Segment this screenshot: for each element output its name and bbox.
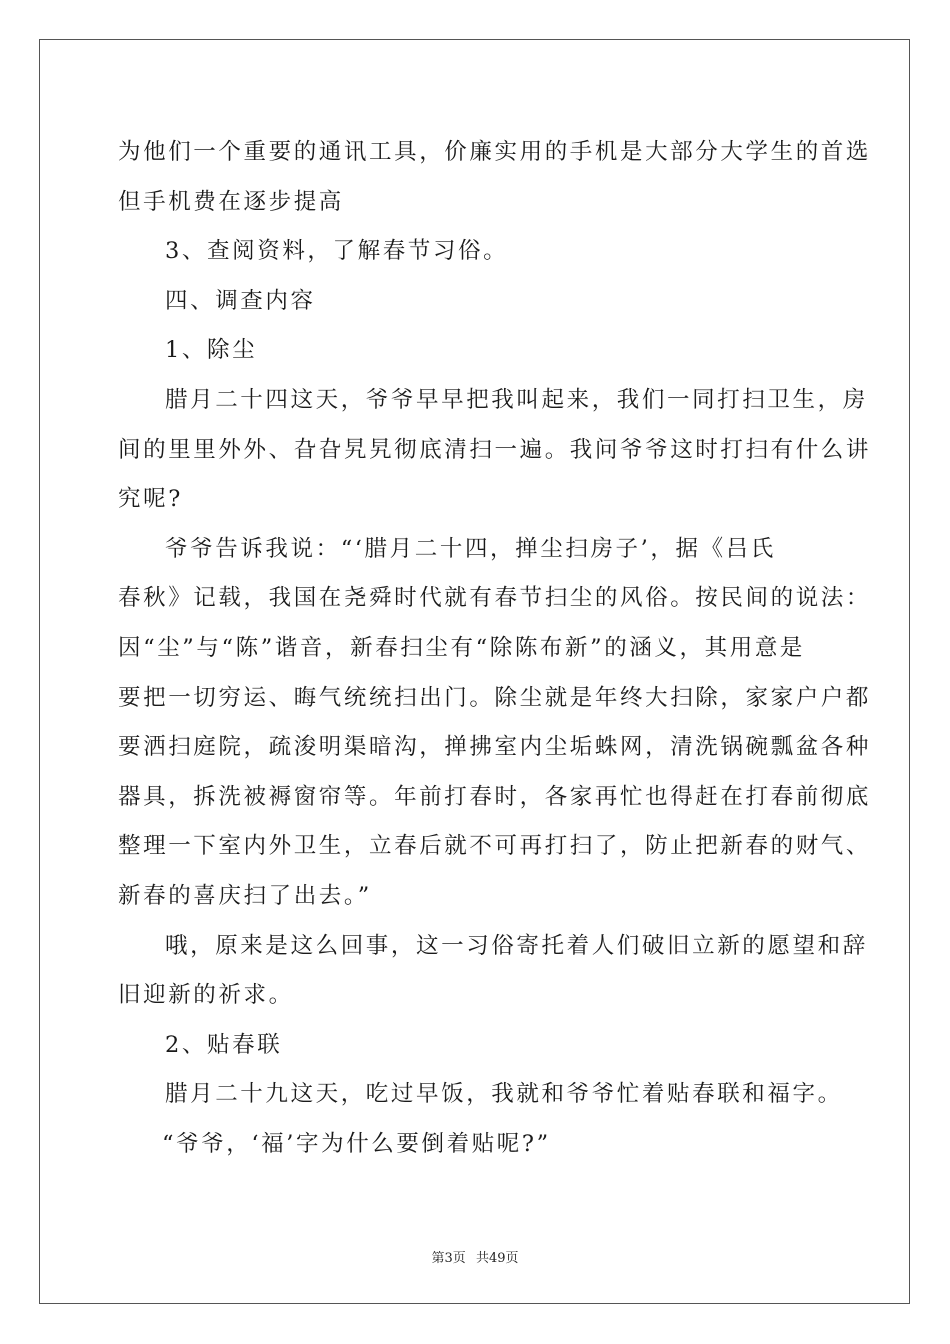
- list-item: 3、查阅资料，了解春节习俗。: [165, 238, 509, 265]
- paragraph-line: “爷爷，‘福’字为什么要倒着贴呢?”: [162, 1130, 551, 1157]
- paragraph-line: 要洒扫庭院，疏浚明渠暗沟，掸拂室内尘垢蛛网，清洗锅碗瓢盆各种: [118, 734, 872, 761]
- paragraph-line: 爷爷告诉我说：“‘腊月二十四，掸尘扫房子’，据《吕氏: [165, 535, 776, 562]
- paragraph-line: 器具，拆洗被褥窗帘等。年前打春时，各家再忙也得赶在打春前彻底: [118, 783, 872, 810]
- page-footer: [0, 1247, 950, 1266]
- paragraph-line: 间的里里外外、旮旮旯旯彻底清扫一遍。我问爷爷这时打扫有什么讲: [118, 436, 872, 463]
- paragraph-line: 整理一下室内外卫生，立春后就不可再打扫了，防止把新春的财气、: [118, 833, 872, 860]
- paragraph-line: 要把一切穷运、晦气统统扫出门。除尘就是年终大扫除，家家户户都: [118, 684, 872, 711]
- text-line: 但手机费在逐步提高: [118, 188, 344, 215]
- paragraph-line: 春秋》记载，我国在尧舜时代就有春节扫尘的风俗。按民间的说法：: [118, 585, 872, 612]
- paragraph-line: 因“尘”与“陈”谐音，新春扫尘有“除陈布新”的涵义，其用意是: [118, 634, 806, 661]
- subsection-heading: 2、贴春联: [165, 1031, 283, 1058]
- document-body: [118, 128, 872, 1169]
- paragraph-line: 腊月二十九这天，吃过早饭，我就和爷爷忙着贴春联和福字。: [165, 1081, 843, 1108]
- subsection-heading: 1、除尘: [165, 337, 258, 364]
- paragraph-line: 哦，原来是这么回事，这一习俗寄托着人们破旧立新的愿望和辞: [165, 932, 868, 959]
- section-heading: 四、调查内容: [165, 287, 316, 314]
- text-line: 为他们一个重要的通讯工具，价廉实用的手机是大部分大学生的首选: [118, 139, 872, 165]
- page-number: 第3页: [431, 1251, 466, 1266]
- paragraph-line: 旧迎新的祈求。: [118, 982, 294, 1009]
- paragraph-line: 新春的喜庆扫了出去。”: [118, 882, 372, 909]
- page-total: 共49页: [475, 1251, 519, 1266]
- paragraph-line: 腊月二十四这天，爷爷早早把我叫起来，我们一同打扫卫生，房: [165, 386, 868, 413]
- paragraph-line: 究呢?: [118, 486, 183, 513]
